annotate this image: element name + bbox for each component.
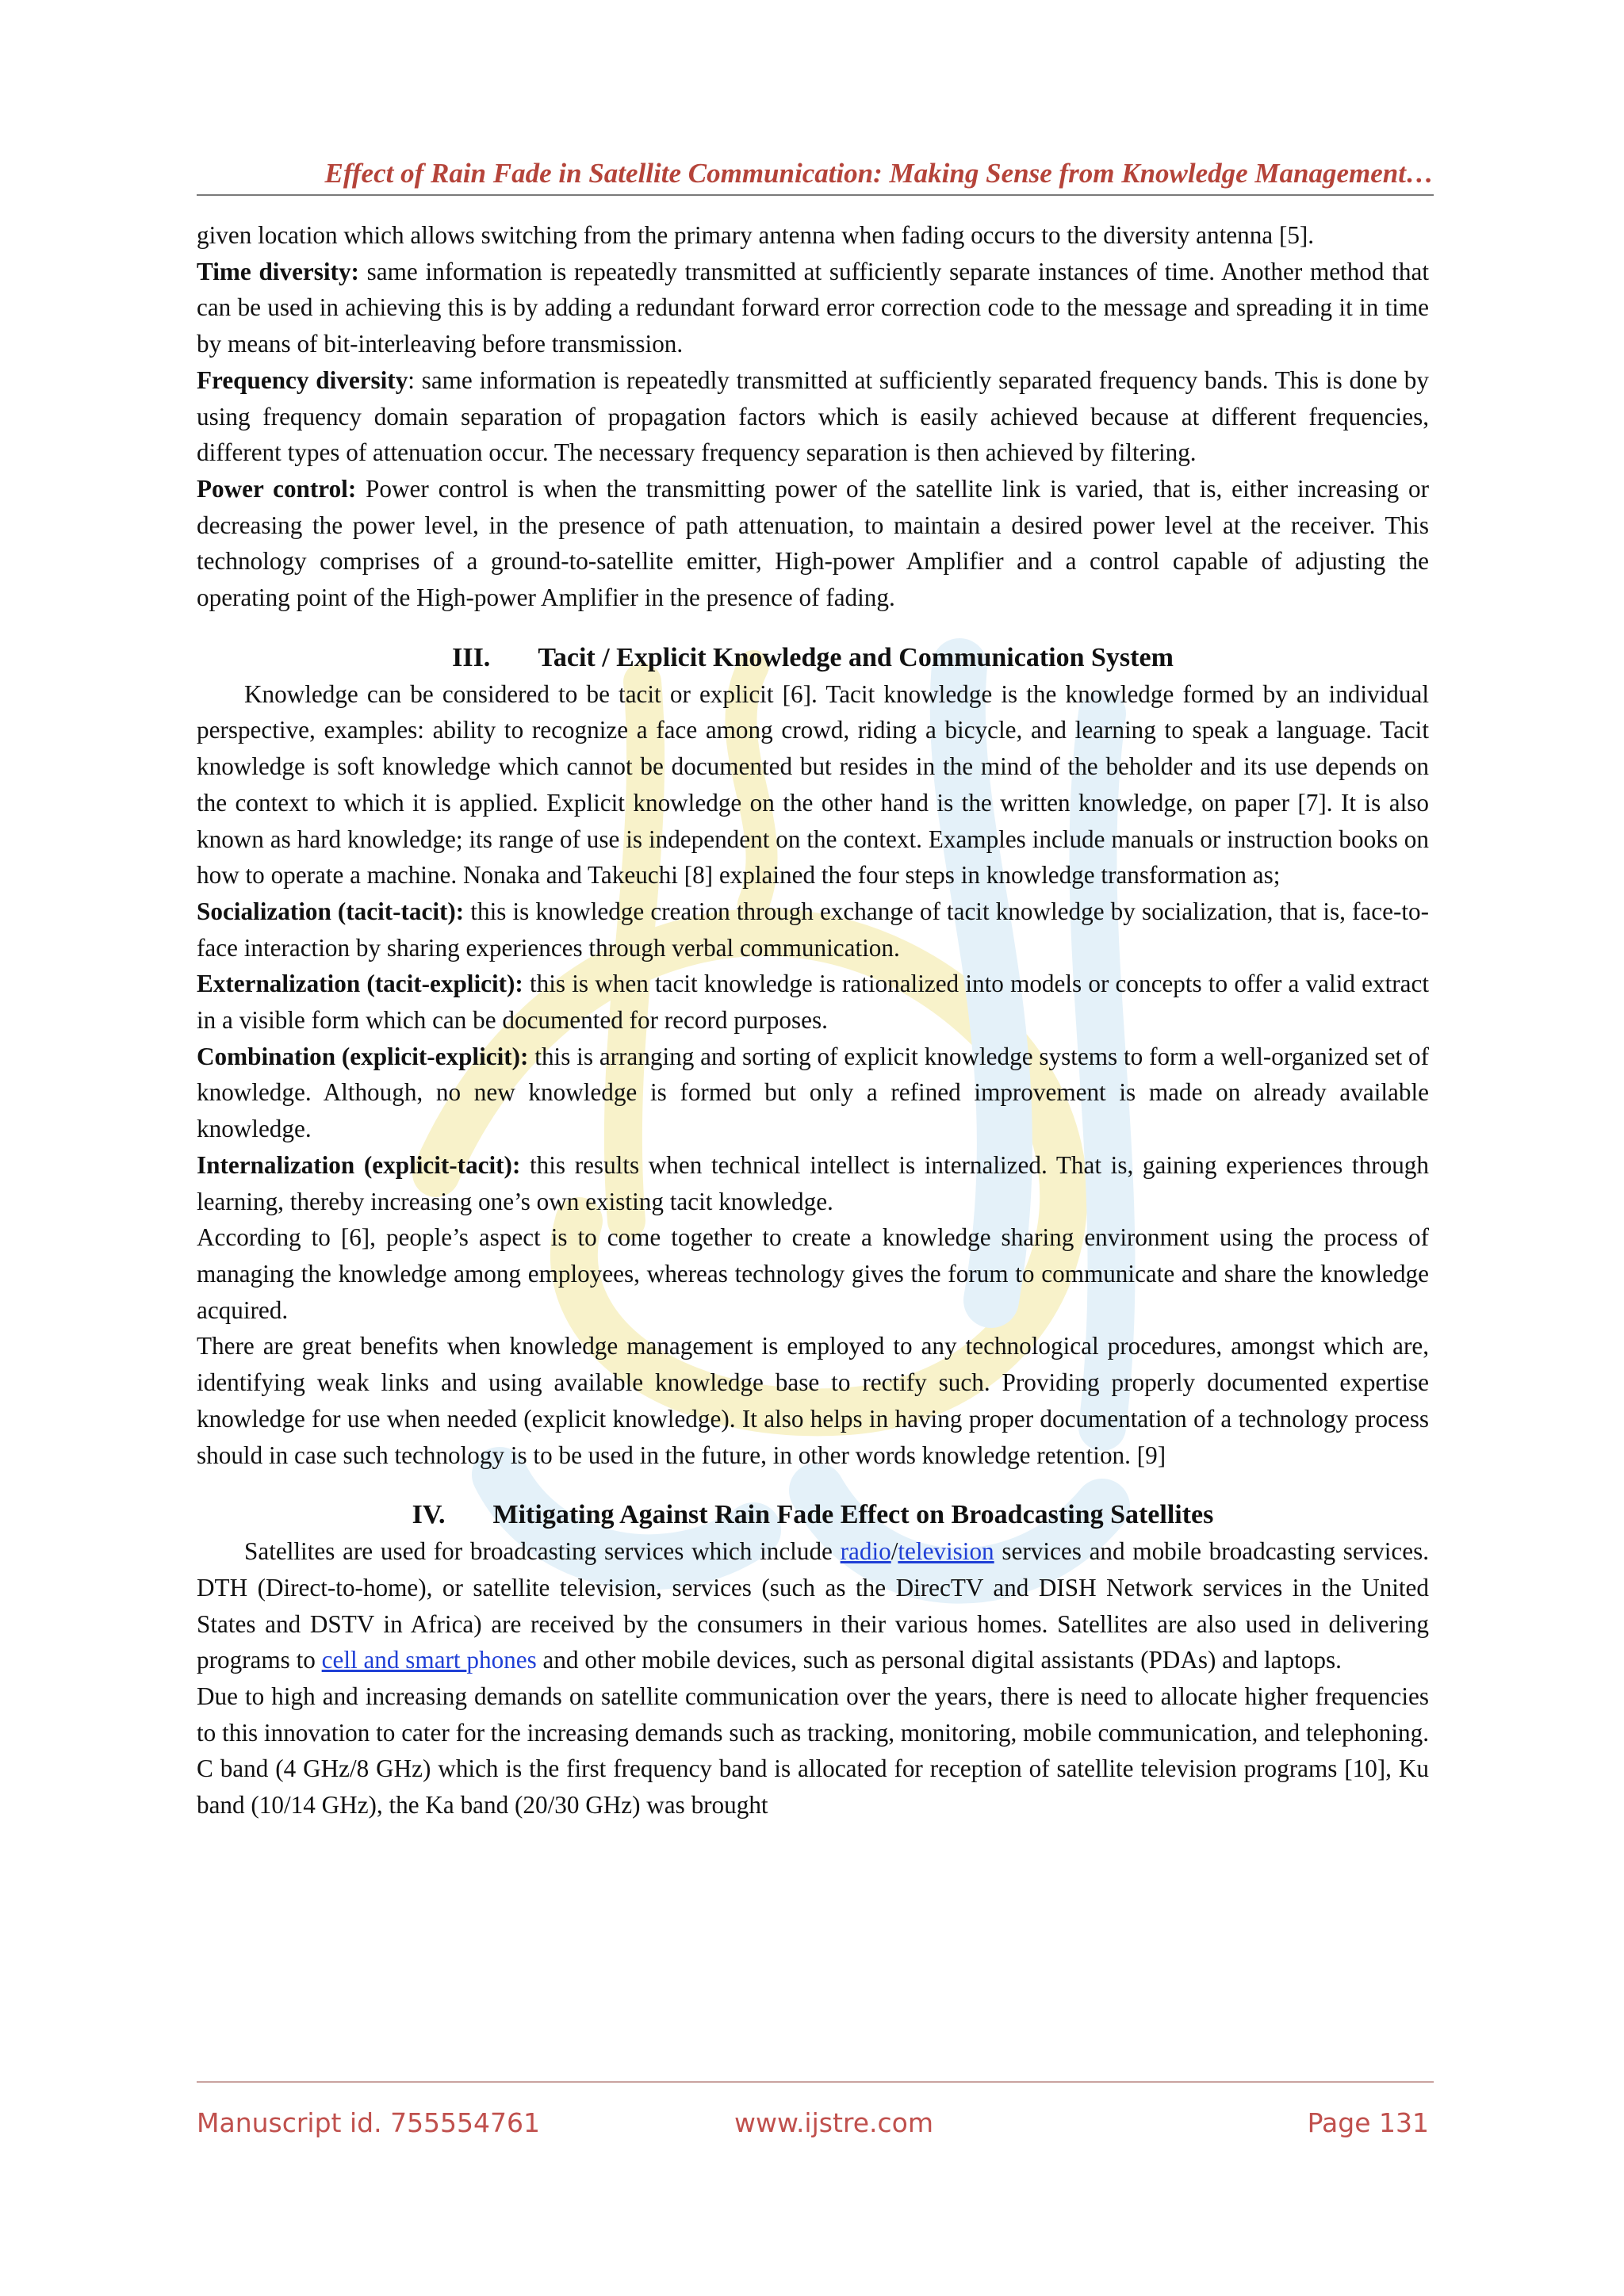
section-title: Tacit / Explicit Knowledge and Communication System bbox=[538, 642, 1174, 672]
text-frequency-diversity: : same information is repeatedly transmitted at sufficiently separated frequency bands. This is done by using frequency domain separation of propagation factors which is easily achieved because at different frequencies, different types of attenuation occur. The necessary frequency separation is then achieved by filtering. bbox=[197, 365, 1429, 467]
paragraph-frequencies: Due to high and increasing demands on satellite communication over the years, there is need to allocate higher frequencies to this innovation to cater for the increasing demands such as tracking, monitoring, mobile communication, and telephoning. C band (4 GHz/8 GHz) which is the first frequency band is allocated for reception of satellite television programs [10], Ku band (10/14 GHz), the Ka band (20/30 GHz) was brought bbox=[197, 1682, 1429, 1820]
paragraph-benefits: There are great benefits when knowledge management is employed to any technological procedures, amongst which are, identifying weak links and using available knowledge base to rectify such. Providing properly documented expertise knowledge for use when needed (explicit knowledge). It also helps in having proper documentation of a technology process should in case such technology is to be used in the future, in other words knowledge retention. [9] bbox=[197, 1332, 1429, 1469]
term-power-control: Power control: bbox=[197, 474, 357, 503]
term-externalization: Externalization (tacit-explicit): bbox=[197, 970, 523, 998]
page-footer bbox=[197, 2106, 1429, 2141]
paragraph-continuation: given location which allows switching from the primary antenna when fading occurs to the diversity antenna [5]. bbox=[197, 221, 1315, 249]
running-header: Effect of Rain Fade in Satellite Communication: Making Sense from Knowledge Management… bbox=[324, 158, 1434, 189]
text-broadcasting-b: services and mobile broadcasting services. DTH (Direct-to-home), or satellite television, services (such as the DirecTV and DISH Network services in the United States and DSTV in Africa) are received by the consumers in their various homes. Satellites are also used in delivering programs to bbox=[197, 1537, 1430, 1674]
text-externalization: this is when tacit knowledge is rationalized into models or concepts to offer a valid extract in a visible form which can be documented for record purposes. bbox=[197, 970, 1429, 1035]
text-socialization: this is knowledge creation through exchange of tacit knowledge by socialization, that is, face-to-face interaction by sharing experiences through verbal communication. bbox=[197, 897, 1429, 962]
paragraph-socialization bbox=[197, 894, 1429, 966]
link-television[interactable]: television bbox=[898, 1537, 994, 1566]
page-body bbox=[197, 217, 1429, 1823]
text-power-control: Power control is when the transmitting power of the satellite link is varied, that is, either increasing or decreasing the power level, in the presence of path attenuation, to maintain a desired power level at the receiver. This technology comprises of a ground-to-satellite emitter, High-power Amplifier and a control capable of adjusting the operating point of the High-power Amplifier in the presence of fading. bbox=[197, 474, 1429, 612]
term-socialization: Socialization (tacit-tacit): bbox=[197, 897, 465, 925]
paragraph-frequency-diversity bbox=[197, 362, 1429, 471]
section-heading-3 bbox=[197, 640, 1429, 676]
paragraph-knowledge-intro: Knowledge can be considered to be tacit or explicit [6]. Tacit knowledge is the knowledge formed by an individual perspective, examples: ability to recognize a face among crowd, riding a bicycle, and learning to speak a language. Tacit knowledge is soft knowledge which cannot be documented but resides in the mind of the beholder and its use depends on the context to which it is applied. Explicit knowledge on the other hand is the written knowledge, on paper [7]. It is also known as hard knowledge; its range of use is independent on the context. Examples include manuals or instruction books on how to operate a machine. Nonaka and Takeuchi [8] explained the four steps in knowledge transformation as; bbox=[197, 679, 1429, 890]
term-internalization: Internalization (explicit-tacit): bbox=[197, 1150, 521, 1179]
footer-divider bbox=[197, 2081, 1434, 2083]
text-slash: / bbox=[891, 1537, 898, 1566]
journal-website[interactable]: www.ijstre.com bbox=[734, 2107, 934, 2138]
paragraph-externalization bbox=[197, 966, 1429, 1038]
section-number: III. bbox=[452, 642, 491, 672]
section-heading-4 bbox=[197, 1497, 1429, 1533]
paragraph-power-control bbox=[197, 471, 1429, 616]
paragraph-time-diversity bbox=[197, 254, 1429, 362]
text-broadcasting-c: and other mobile devices, such as personal digital assistants (PDAs) and laptops. bbox=[536, 1646, 1342, 1674]
header-divider bbox=[197, 194, 1434, 196]
link-cell-smart[interactable]: cell and smart bbox=[321, 1646, 467, 1674]
section-title: Mitigating Against Rain Fade Effect on Broadcasting Satellites bbox=[492, 1500, 1214, 1530]
text-combination: this is arranging and sorting of explicit knowledge systems to form a well-organized set of knowledge. Although, no new knowledge is formed but only a refined improvement is made on already available knowledge. bbox=[197, 1042, 1429, 1143]
text-broadcasting-a: Satellites are used for broadcasting services which include bbox=[244, 1537, 841, 1566]
term-combination: Combination (explicit-explicit): bbox=[197, 1042, 529, 1070]
term-frequency-diversity: Frequency diversity bbox=[197, 365, 408, 394]
manuscript-id: Manuscript id. 755554761 bbox=[197, 2107, 541, 2138]
term-time-diversity: Time diversity: bbox=[197, 257, 359, 285]
link-radio[interactable]: radio bbox=[840, 1537, 891, 1566]
link-phones[interactable]: phones bbox=[466, 1646, 537, 1674]
paragraph-broadcasting bbox=[197, 1533, 1429, 1678]
page-number: Page 131 bbox=[1307, 2107, 1429, 2138]
text-time-diversity: same information is repeatedly transmitted at sufficiently separate instances of time. Another method that can be used in achieving this is by adding a redundant forward error correction code to the message and spreading it in time by means of bit-interleaving before transmission. bbox=[197, 257, 1429, 358]
section-number: IV. bbox=[412, 1500, 446, 1530]
paragraph-combination bbox=[197, 1039, 1429, 1147]
text-internalization: this results when technical intellect is internalized. That is, gaining experiences through learning, thereby increasing one’s own existing tacit knowledge. bbox=[197, 1150, 1429, 1215]
paragraph-according: According to [6], people’s aspect is to come together to create a knowledge sharing environment using the process of managing the knowledge among employees, whereas technology gives the forum to communicate and share the knowledge acquired. bbox=[197, 1223, 1429, 1324]
paragraph-internalization bbox=[197, 1147, 1429, 1219]
